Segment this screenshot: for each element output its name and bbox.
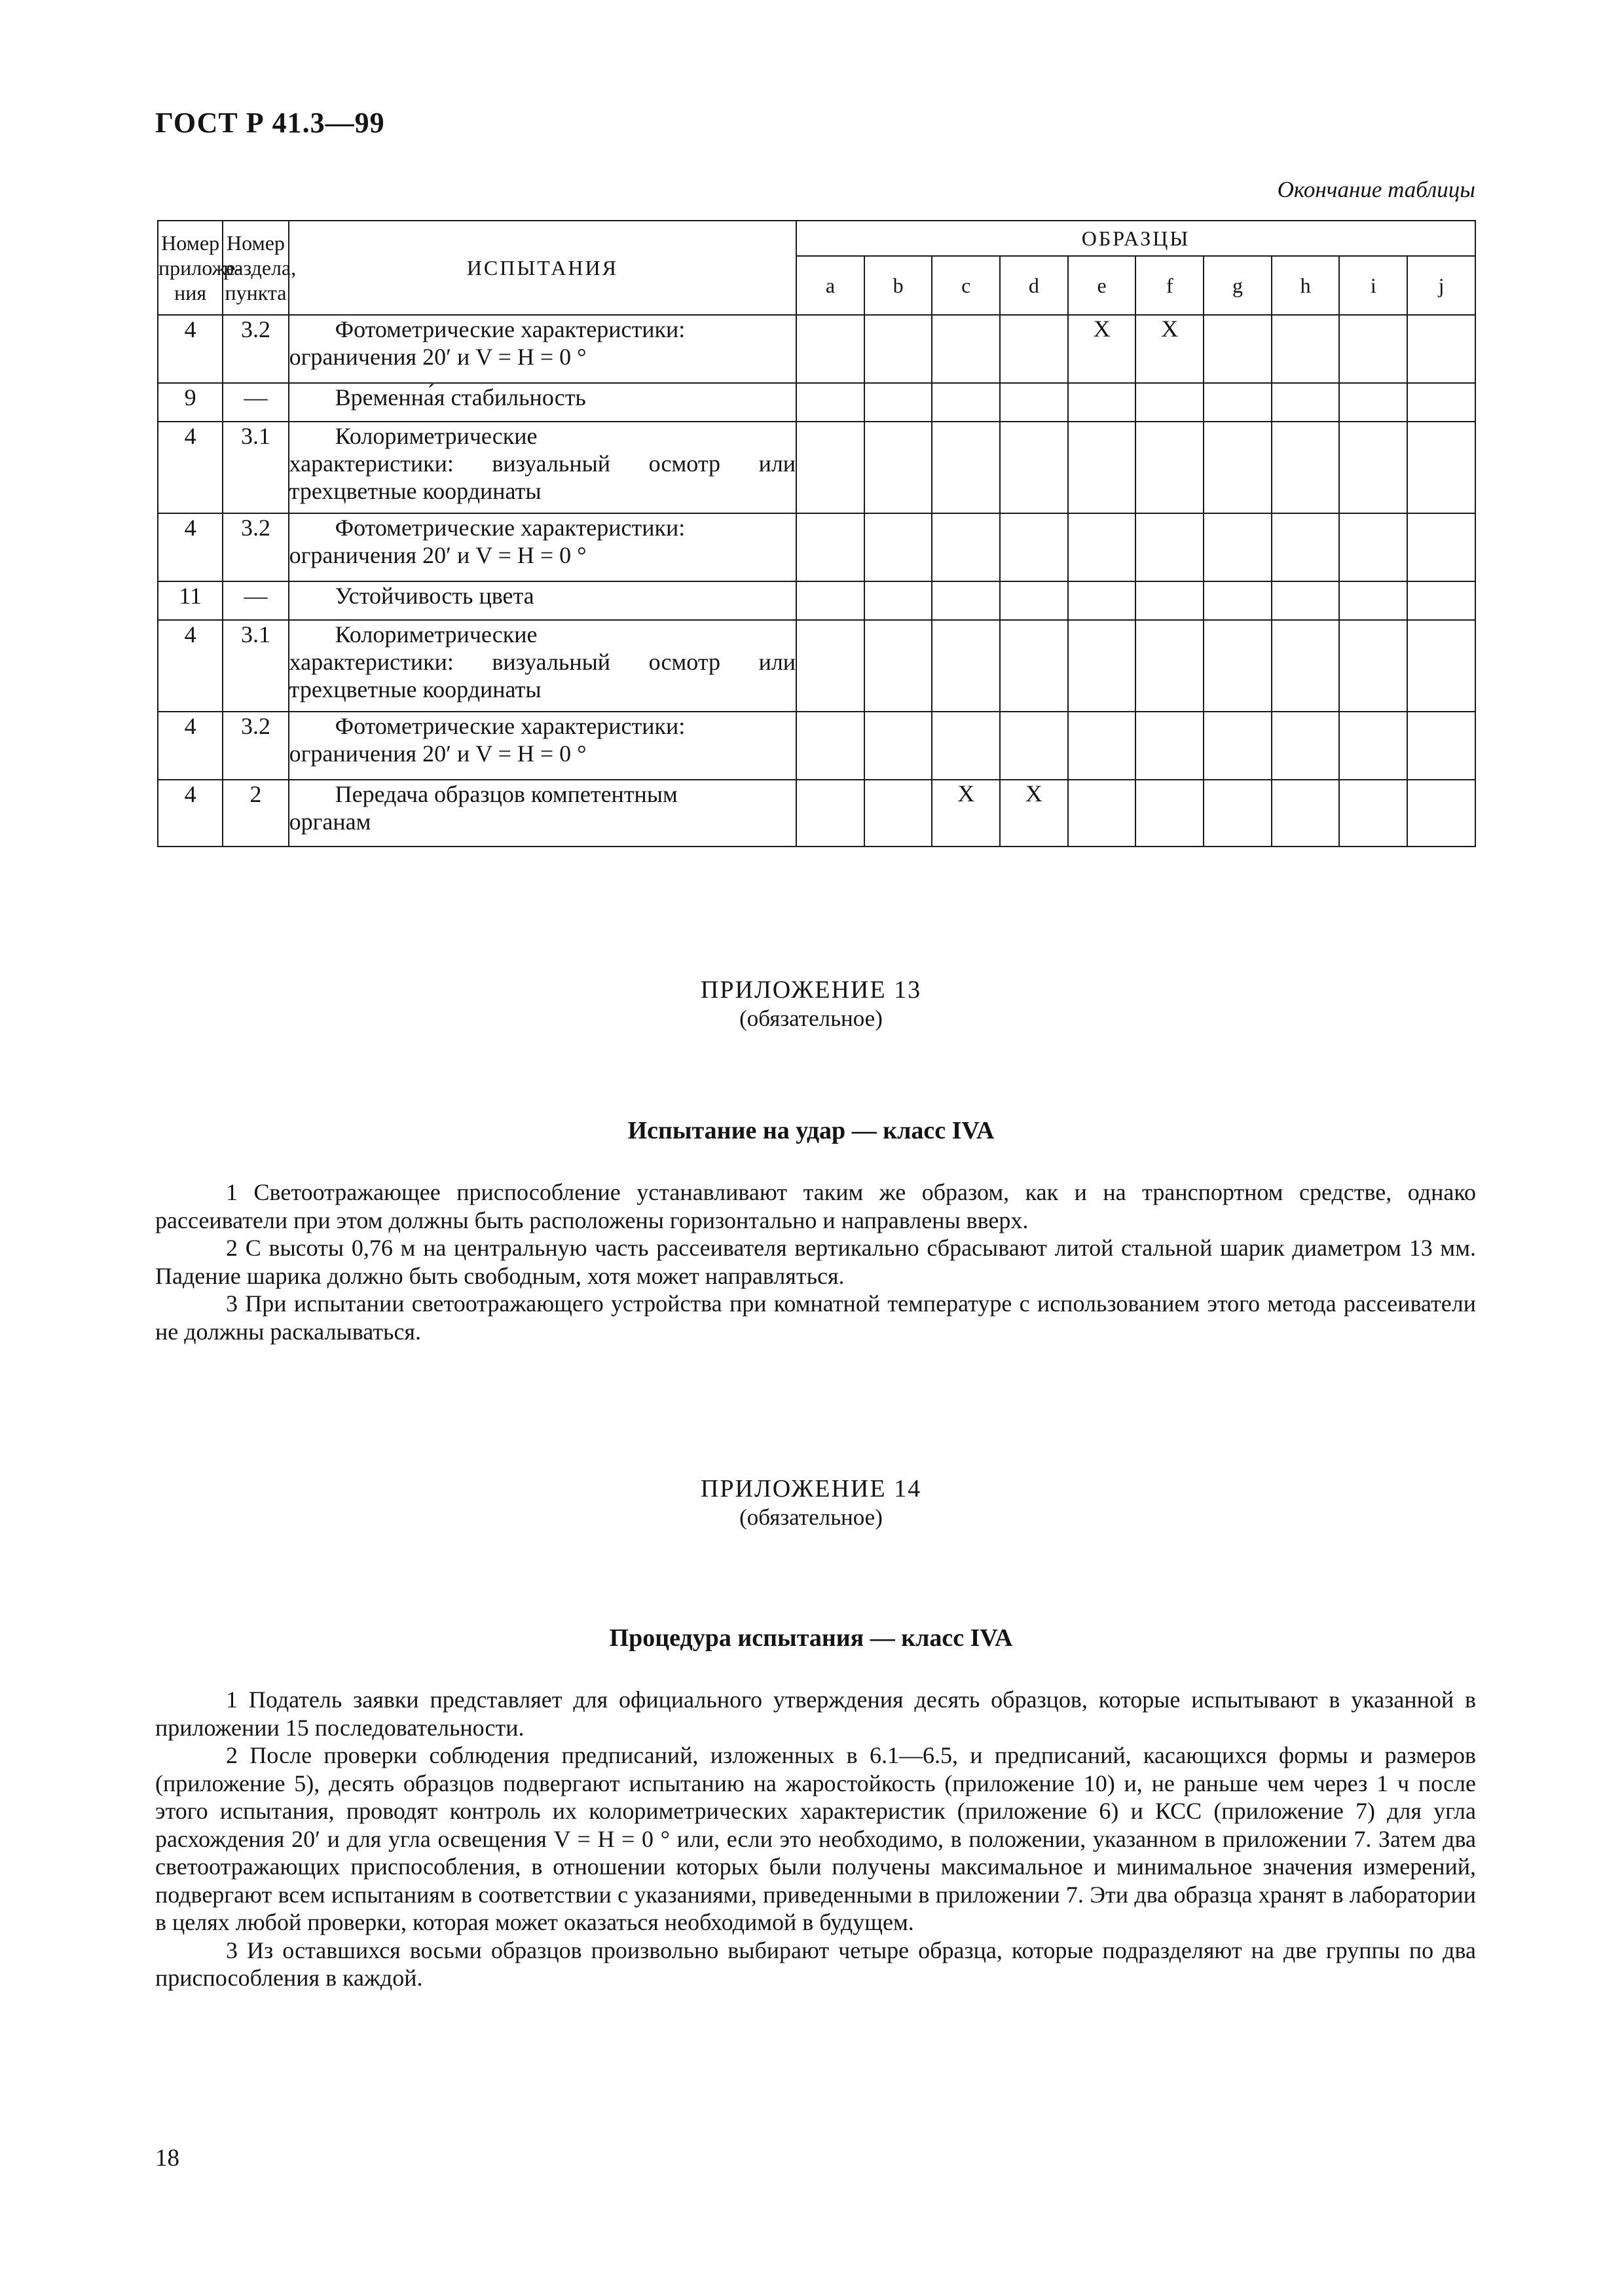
- cell-mark: [1407, 581, 1475, 620]
- cell-mark: [1068, 712, 1136, 780]
- cell-mark: X: [932, 780, 1000, 847]
- header-letter: j: [1407, 256, 1475, 315]
- paragraph: 1 Податель заявки представляет для официального утверждения десять образцов, которые испытывают в указанной в приложении 15 последовательности.: [155, 1686, 1476, 1741]
- cell-mark: [932, 315, 1000, 383]
- cell-mark: [1135, 422, 1204, 513]
- cell-mark: [1339, 422, 1407, 513]
- test-rest: ограничения 20′ и V = H = 0 °: [289, 542, 587, 568]
- cell-mark: [1272, 383, 1340, 422]
- cell-mark: [1339, 581, 1407, 620]
- cell-mark: [1339, 513, 1407, 581]
- cell-mark: [864, 315, 932, 383]
- cell-mark: [1204, 315, 1272, 383]
- table-row: [158, 712, 1475, 780]
- cell-mark: [1204, 513, 1272, 581]
- cell-section: —: [223, 383, 288, 422]
- table-row: [158, 581, 1475, 620]
- header-tests: ИСПЫТАНИЯ: [289, 221, 796, 315]
- cell-section: 3.1: [223, 620, 288, 712]
- cell-appendix: 4: [158, 712, 223, 780]
- paragraph: 2 После проверки соблюдения предписаний, изложенных в 6.1—6.5, и предписаний, касающихся формы и размеров (приложение 5), десять образцов подвергают испытанию на жаростойкость (приложение 10) и, не раньше чем через 1 ч после этого испытания, проводят контроль их колориметрических характеристик (приложение 6) и КСС (приложение 7) для угла расхождения 20′ и для угла освещения V = H = 0 ° или, если это необходимо, в положении, указанном в приложении 7. Затем два светоотражающих приспособления, в отношении которых были получены максимальное и минимальное значения измерений, подвергают всем испытаниям в соответствии с указаниями, приведенными в приложении 7. Эти два образца хранят в лаборатории в целях любой проверки, которая может оказаться необходимой в будущем.: [155, 1742, 1476, 1935]
- header-samples: ОБРАЗЦЫ: [796, 221, 1475, 256]
- tests-table: [157, 220, 1476, 847]
- cell-appendix: 4: [158, 513, 223, 581]
- table-row: [158, 383, 1475, 422]
- cell-appendix: 4: [158, 315, 223, 383]
- cell-mark: [864, 422, 932, 513]
- cell-mark: [1272, 620, 1340, 712]
- cell-mark: [932, 513, 1000, 581]
- test-first-line: Временна́я стабильность: [335, 384, 586, 410]
- cell-mark: [1000, 383, 1068, 422]
- cell-mark: [1204, 383, 1272, 422]
- paragraph: 2 С высоты 0,76 м на центральную часть рассеивателя вертикально сбрасывают литой стальной шарик диаметром 13 мм. Падение шарика должно быть свободным, хотя может направляться.: [155, 1235, 1476, 1289]
- cell-section: 2: [223, 780, 288, 847]
- cell-appendix: 4: [158, 422, 223, 513]
- cell-mark: [1135, 383, 1204, 422]
- cell-mark: [1272, 581, 1340, 620]
- cell-mark: [1204, 581, 1272, 620]
- table-caption: Окончание таблицы: [1277, 177, 1475, 202]
- header-letter: i: [1339, 256, 1407, 315]
- cell-appendix: 4: [158, 620, 223, 712]
- cell-mark: [1000, 581, 1068, 620]
- test-first-line: Фотометрические характеристики:: [335, 515, 686, 541]
- cell-appendix: 9: [158, 383, 223, 422]
- table-row: [158, 780, 1475, 847]
- cell-mark: [796, 383, 864, 422]
- cell-mark: [932, 383, 1000, 422]
- cell-test: [289, 712, 796, 780]
- appendix-13-title: ПРИЛОЖЕНИЕ 13: [700, 976, 922, 1004]
- paragraph: 3 При испытании светоотражающего устройства при комнатной температуре с использованием этого метода рассеиватели не должны раскалываться.: [155, 1290, 1476, 1345]
- cell-mark: [1272, 315, 1340, 383]
- appendix-14-text: [155, 1686, 1476, 1992]
- cell-mark: [1135, 581, 1204, 620]
- test-rest: характеристики: визуальный осмотр или трехцветные координаты: [289, 450, 796, 504]
- cell-mark: [864, 780, 932, 847]
- cell-mark: [1000, 315, 1068, 383]
- cell-mark: [1068, 620, 1136, 712]
- cell-mark: X: [1000, 780, 1068, 847]
- test-rest: ограничения 20′ и V = H = 0 °: [289, 344, 587, 370]
- header-letter: b: [864, 256, 932, 315]
- cell-mark: [796, 620, 864, 712]
- test-rest: ограничения 20′ и V = H = 0 °: [289, 740, 587, 767]
- appendix-14-title: ПРИЛОЖЕНИЕ 14: [700, 1475, 922, 1503]
- cell-mark: [1272, 712, 1340, 780]
- header-letter: d: [1000, 256, 1068, 315]
- appendix-14-heading: Процедура испытания — класс IVA: [609, 1624, 1013, 1652]
- cell-mark: [864, 712, 932, 780]
- table-row: [158, 315, 1475, 383]
- cell-mark: [1068, 422, 1136, 513]
- test-first-line: Устойчивость цвета: [335, 583, 534, 609]
- cell-mark: [1000, 712, 1068, 780]
- header-letter: f: [1135, 256, 1204, 315]
- cell-mark: [1272, 513, 1340, 581]
- cell-mark: [864, 620, 932, 712]
- cell-mark: [1204, 712, 1272, 780]
- cell-section: 3.2: [223, 315, 288, 383]
- cell-mark: [1339, 383, 1407, 422]
- test-rest: органам: [289, 809, 371, 835]
- cell-mark: [1407, 513, 1475, 581]
- cell-mark: [1339, 315, 1407, 383]
- cell-section: 3.2: [223, 712, 288, 780]
- cell-test: [289, 513, 796, 581]
- cell-mark: [864, 383, 932, 422]
- test-first-line: Фотометрические характеристики:: [335, 713, 686, 739]
- paragraph: 1 Светоотражающее приспособление устанавливают таким же образом, как и на транспортном средстве, однако рассеиватели при этом должны быть расположены горизонтально и направлены вверх.: [155, 1179, 1476, 1233]
- cell-mark: [1135, 513, 1204, 581]
- cell-mark: [932, 581, 1000, 620]
- header-letter: a: [796, 256, 864, 315]
- cell-mark: [864, 513, 932, 581]
- cell-mark: [1204, 620, 1272, 712]
- cell-mark: [796, 422, 864, 513]
- cell-mark: [1407, 422, 1475, 513]
- cell-mark: [1068, 581, 1136, 620]
- cell-mark: [1135, 780, 1204, 847]
- appendix-13-text: [155, 1178, 1476, 1345]
- cell-appendix: 4: [158, 780, 223, 847]
- cell-mark: [796, 712, 864, 780]
- cell-mark: [796, 581, 864, 620]
- cell-mark: [1272, 422, 1340, 513]
- cell-mark: [796, 315, 864, 383]
- header-letter: e: [1068, 256, 1136, 315]
- cell-test: [289, 581, 796, 620]
- paragraph: 3 Из оставшихся восьми образцов произвольно выбирают четыре образца, которые подразделяют на две группы по два приспособления в каждой.: [155, 1937, 1476, 1991]
- cell-mark: [1407, 383, 1475, 422]
- cell-mark: [796, 780, 864, 847]
- cell-mark: [1339, 620, 1407, 712]
- header-section-no: Номер раздела, пункта: [223, 221, 288, 315]
- cell-mark: [932, 712, 1000, 780]
- test-first-line: Колориметрические: [335, 423, 538, 449]
- document-header: ГОСТ Р 41.3—99: [155, 107, 385, 139]
- cell-mark: [1272, 780, 1340, 847]
- cell-mark: [1000, 620, 1068, 712]
- cell-mark: [932, 422, 1000, 513]
- table-header-row: [158, 221, 1475, 256]
- appendix-13-heading: Испытание на удар — класс IVA: [627, 1117, 995, 1144]
- cell-section: 3.2: [223, 513, 288, 581]
- header-letter: h: [1272, 256, 1340, 315]
- cell-section: —: [223, 581, 288, 620]
- cell-mark: [1204, 422, 1272, 513]
- cell-mark: [1204, 780, 1272, 847]
- cell-mark: [1135, 712, 1204, 780]
- table-row: [158, 513, 1475, 581]
- cell-mark: [1407, 620, 1475, 712]
- header-appendix-no: Номер приложе- ния: [158, 221, 223, 315]
- table-row: [158, 620, 1475, 712]
- cell-mark: [796, 513, 864, 581]
- test-rest: характеристики: визуальный осмотр или трехцветные координаты: [289, 649, 796, 702]
- cell-mark: [1068, 383, 1136, 422]
- test-first-line: Колориметрические: [335, 621, 538, 647]
- test-first-line: Передача образцов компетентным: [335, 781, 678, 807]
- cell-mark: [932, 620, 1000, 712]
- appendix-13-subtitle: (обязательное): [739, 1006, 883, 1031]
- cell-mark: [1339, 712, 1407, 780]
- cell-mark: [1000, 422, 1068, 513]
- cell-mark: X: [1135, 315, 1204, 383]
- cell-mark: [864, 581, 932, 620]
- page-number: 18: [155, 2145, 179, 2172]
- cell-mark: [1407, 780, 1475, 847]
- cell-test: [289, 315, 796, 383]
- cell-mark: [1068, 513, 1136, 581]
- cell-test: [289, 620, 796, 712]
- cell-test: [289, 422, 796, 513]
- cell-mark: [1068, 780, 1136, 847]
- appendix-14-subtitle: (обязательное): [739, 1504, 883, 1530]
- cell-mark: [1339, 780, 1407, 847]
- cell-mark: [1000, 513, 1068, 581]
- cell-mark: [1407, 712, 1475, 780]
- table-row: [158, 422, 1475, 513]
- test-first-line: Фотометрические характеристики:: [335, 316, 686, 342]
- cell-mark: [1135, 620, 1204, 712]
- cell-appendix: 11: [158, 581, 223, 620]
- cell-mark: X: [1068, 315, 1136, 383]
- cell-test: [289, 383, 796, 422]
- header-letter: g: [1204, 256, 1272, 315]
- cell-test: [289, 780, 796, 847]
- cell-mark: [1407, 315, 1475, 383]
- header-letter: c: [932, 256, 1000, 315]
- cell-section: 3.1: [223, 422, 288, 513]
